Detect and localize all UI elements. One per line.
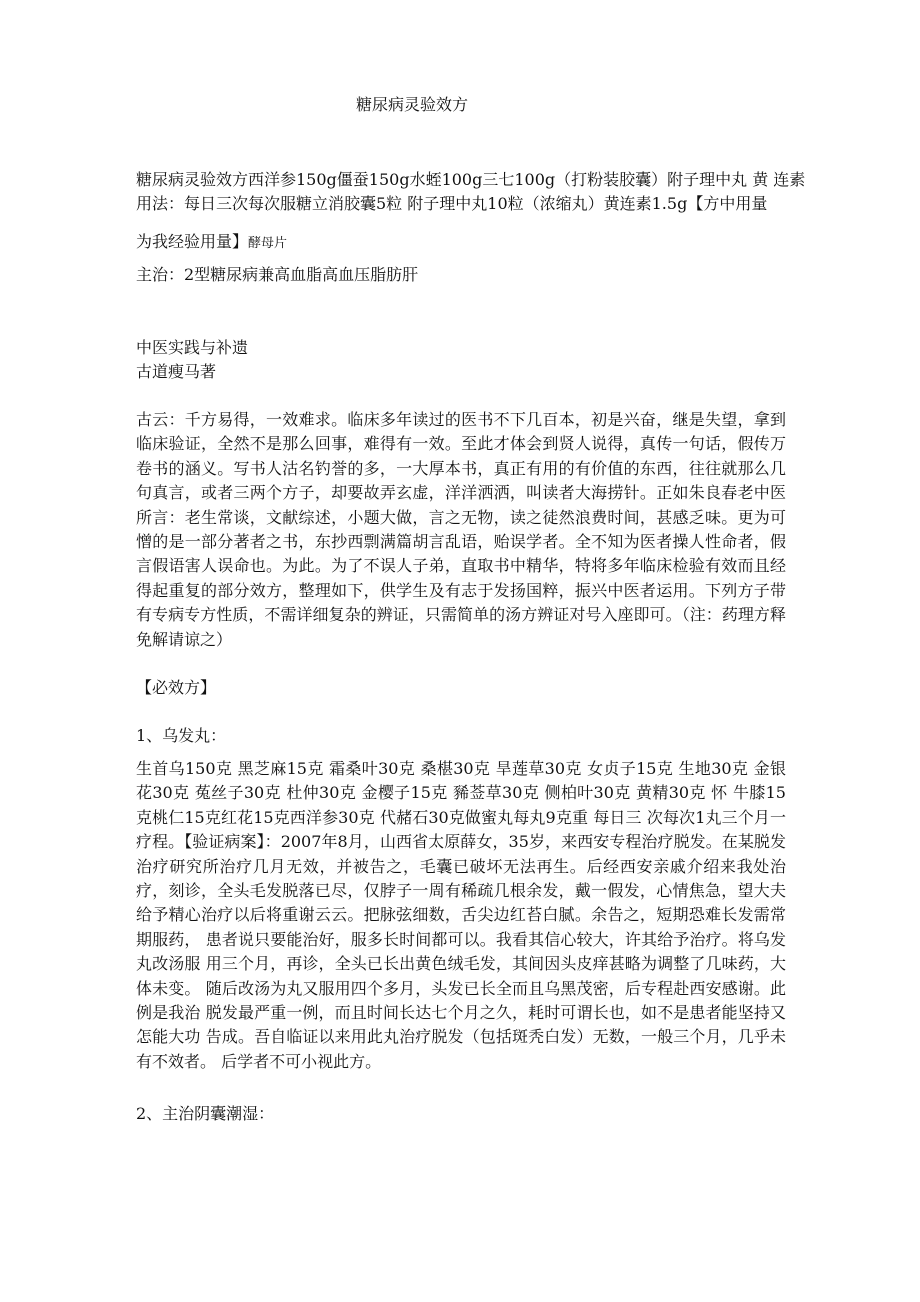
formula-section	[136, 168, 806, 217]
dosage-note: 为我经验用量】	[136, 232, 249, 251]
indication-line: 主治：2型糖尿病兼高血脂高血压脂肪肝	[136, 265, 419, 284]
usage-line: 用法：每日三次每次服糖立消胶囊5粒 附子理中丸10粒（浓缩丸）黄连素1.5g【方中用量	[136, 194, 768, 214]
item1-body: 生首乌150克 黑芝麻15克 霜桑叶30克 桑椹30克 旱莲草30克 女贞子15克 生地30克 金银花30克 菟丝子30克 杜仲30克 金樱子15克 豨莶草30克 侧柏叶30克 黄精30克 怀 牛膝15克桃仁15克红花15克西洋参30克 代赭石30克做蜜丸每丸9克重 每日三 次每次1丸三个月一疗程。【验证病案】：2007年8月，山西省太原薛女，35岁，来西安专程治疗脱发。在某脱发治疗研究所治疗几月无效，并被告之，毛囊已破坏无法再生。后经西安亲戚介绍来我处治疗，刻诊，全头毛发脱落已尽，仅脖子一周有稀疏几根余发，戴一假发，心情焦急，望大夫给予精心治疗以后将重谢云云。把脉弦细数，舌尖边红苔白腻。余告之，短期恐难长发需常期服药， 患者说只要能治好，服多长时间都可以。我看其信心较大，许其给予治疗。将乌发丸改汤服 用三个月，再诊，全头已长出黄色绒毛发，其间因头皮痒甚略为调整了几味药，大体未变。 随后改汤为丸又服用四个多月，头发已长全而且乌黑茂密，后专程赴西安感谢。此例是我治 脱发最严重一例，而且时间长达七个月之久，耗时可谓长也，如不是患者能坚持又怎能大功 告成。吾自临证以来用此丸治疗脱发（包括斑秃白发）无数，一般三个月，几乎未有不效者。 后学者不可小视此方。	[136, 759, 786, 1071]
yeast-tablet-note: 酵母片	[248, 236, 288, 251]
document-title: 糖尿病灵验效方	[356, 95, 469, 114]
book-info	[136, 336, 786, 385]
section-heading: 【必效方】	[136, 678, 217, 697]
book-title: 中医实践与补遗	[136, 338, 249, 357]
item2-heading: 2、主治阴囊潮湿：	[136, 1104, 275, 1123]
formula-line: 糖尿病灵验效方西洋参150g僵蚕150g水蛭100g三七100g（打粉装胶囊）附子理中丸 黄 连素	[136, 170, 806, 189]
intro-paragraph: 古云：千方易得，一效难求。临床多年读过的医书不下几百本，初是兴奋，继是失望，拿到临床验证，全然不是那么回事，难得有一效。至此才体会到贤人说得，真传一句话，假传万卷书的涵义。写书人沽名钓誉的多，一大厚本书，真正有用的有价值的东西，往往就那么几句真言，或者三两个方子，却要故弄玄虚，洋洋洒洒，叫读者大海捞针。正如朱良春老中医所言：老生常谈，文献综述，小题大做，言之无物，读之徒然浪费时间，甚感乏味。更为可憎的是一部分著者之书，东抄西剽满篇胡言乱语，贻误学者。全不知为医者操人性命者，假言假语害人误命也。为此。为了不误人子弟，直取书中精华，特将多年临床检验有效而且经得起重复的部分效方，整理如下，供学生及有志于发扬国粹，振兴中医者运用。下列方子带有专病专方性质，不需详细复杂的辨证，只需简单的汤方辨证对号入座即可。（注：药理方释免解请谅之）	[136, 410, 786, 649]
formula-note	[136, 230, 786, 256]
item1-heading: 1、乌发丸：	[136, 726, 227, 745]
book-author: 古道瘦马著	[136, 362, 217, 382]
